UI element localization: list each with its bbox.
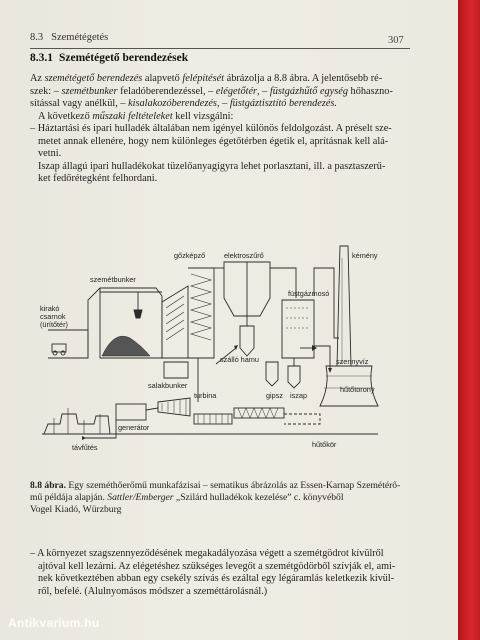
paragraph-line: ről, befelé. (Alulnyomásos módszer a szeméttárolásnál.) xyxy=(38,586,268,597)
header-rule xyxy=(30,48,410,49)
label-gipsz: gipsz xyxy=(266,391,284,400)
paragraph-line: Az szemétégető berendezés alapvető felépítését ábrázolja a 8.8 ábra. A jelentősebb ré- xyxy=(30,73,383,84)
label-szallo-hamu: szálló hamu xyxy=(220,355,259,364)
label-kemeny: kémény xyxy=(352,251,378,260)
figure-caption-line: 8.8 ábra. Egy szeméthőerőmű munkafázisai – sematikus ábrázolás az Essen-Karnap Szemétérő- xyxy=(30,480,401,491)
paragraph-line: A következő műszaki feltételeket kell vizsgálni: xyxy=(38,111,234,122)
label-elektroszuro: elektroszűrő xyxy=(224,251,264,260)
label-generator: generátor xyxy=(118,423,150,432)
label-salakbunker: salakbunker xyxy=(148,381,188,390)
label-tavfutes: távfűtés xyxy=(72,443,98,452)
paragraph-line: metet annak ellenére, hogy nem különleges égetőtérben égetik el, aprításnak kell alá- xyxy=(38,136,389,147)
paragraph-line: sítással vagy anélkül, – kisalakozóberendezés, – füstgáztisztító berendezés. xyxy=(30,98,337,109)
label-szemetbunker: szemétbunker xyxy=(90,275,136,284)
book-cover-edge xyxy=(458,0,480,640)
label-turbina: turbina xyxy=(194,391,217,400)
running-header: 8.3 Szemétégetés xyxy=(30,32,109,43)
chimney-shape xyxy=(337,246,351,366)
label-kirako-2: csarnok xyxy=(40,312,66,321)
label-gozkepzo: gőzképző xyxy=(174,251,206,260)
label-hutokor: hűtőkör xyxy=(312,440,337,449)
paragraph-line: Iszap állagú ipari hulladékokat tüzelőanyagígyra lehet porlasztani, ill. a pasztaszerű- xyxy=(38,161,386,172)
waste-incineration-diagram xyxy=(38,238,394,458)
generator-shape xyxy=(116,404,146,420)
paragraph-line: szek: – szemétbunker feladóberendezéssel, – elégetőtér, – füstgázhűtő egység hőhaszno- xyxy=(30,86,393,97)
label-hutotorony: hűtőtorony xyxy=(340,385,375,394)
label-iszap: iszap xyxy=(290,391,308,400)
label-kirako-3: (ürítőtér) xyxy=(40,320,68,329)
figure-caption-line: mű példája alapján. Sattler/Emberger „Szilárd hulladékok kezelése” c. könyvéből xyxy=(30,492,344,503)
waste-pile-shape xyxy=(102,336,150,356)
paragraph-line: nek következtében abban egy csekély szívás és ezáltal egy légáramlás keletkezik kívül- xyxy=(38,573,395,584)
paragraph-line: ajtóval kell lezárni. Az elégetéshez szükséges levegőt a szemétgödörből szívják el, ami- xyxy=(38,561,396,572)
watermark: Antikvarium.hu xyxy=(8,616,100,630)
slag-bunker-shape xyxy=(164,362,188,378)
subsection-heading: 8.3.1 Szemétégető berendezések xyxy=(30,52,189,64)
paragraph-line: ket fedőrétegként felhordani. xyxy=(38,173,158,184)
page-number: 307 xyxy=(388,35,404,46)
label-szennyviz: szennyvíz xyxy=(336,357,369,366)
paragraph-line: vetni. xyxy=(38,148,62,159)
label-fustgazmoso: füstgázmosó xyxy=(288,289,330,298)
scrubber-shape xyxy=(282,300,314,358)
figure-caption-line: Vogel Kiadó, Würzburg xyxy=(30,504,122,515)
paragraph-line: – Háztartási és ipari hulladék általában nem igényel különös feldolgozást. A préselt sze- xyxy=(30,123,392,134)
paragraph-line: – A környezet szagszennyeződésének megakadályozása végett a szemétgödrot kívülről xyxy=(30,548,384,559)
label-kirako-1: kirakó xyxy=(40,304,60,313)
